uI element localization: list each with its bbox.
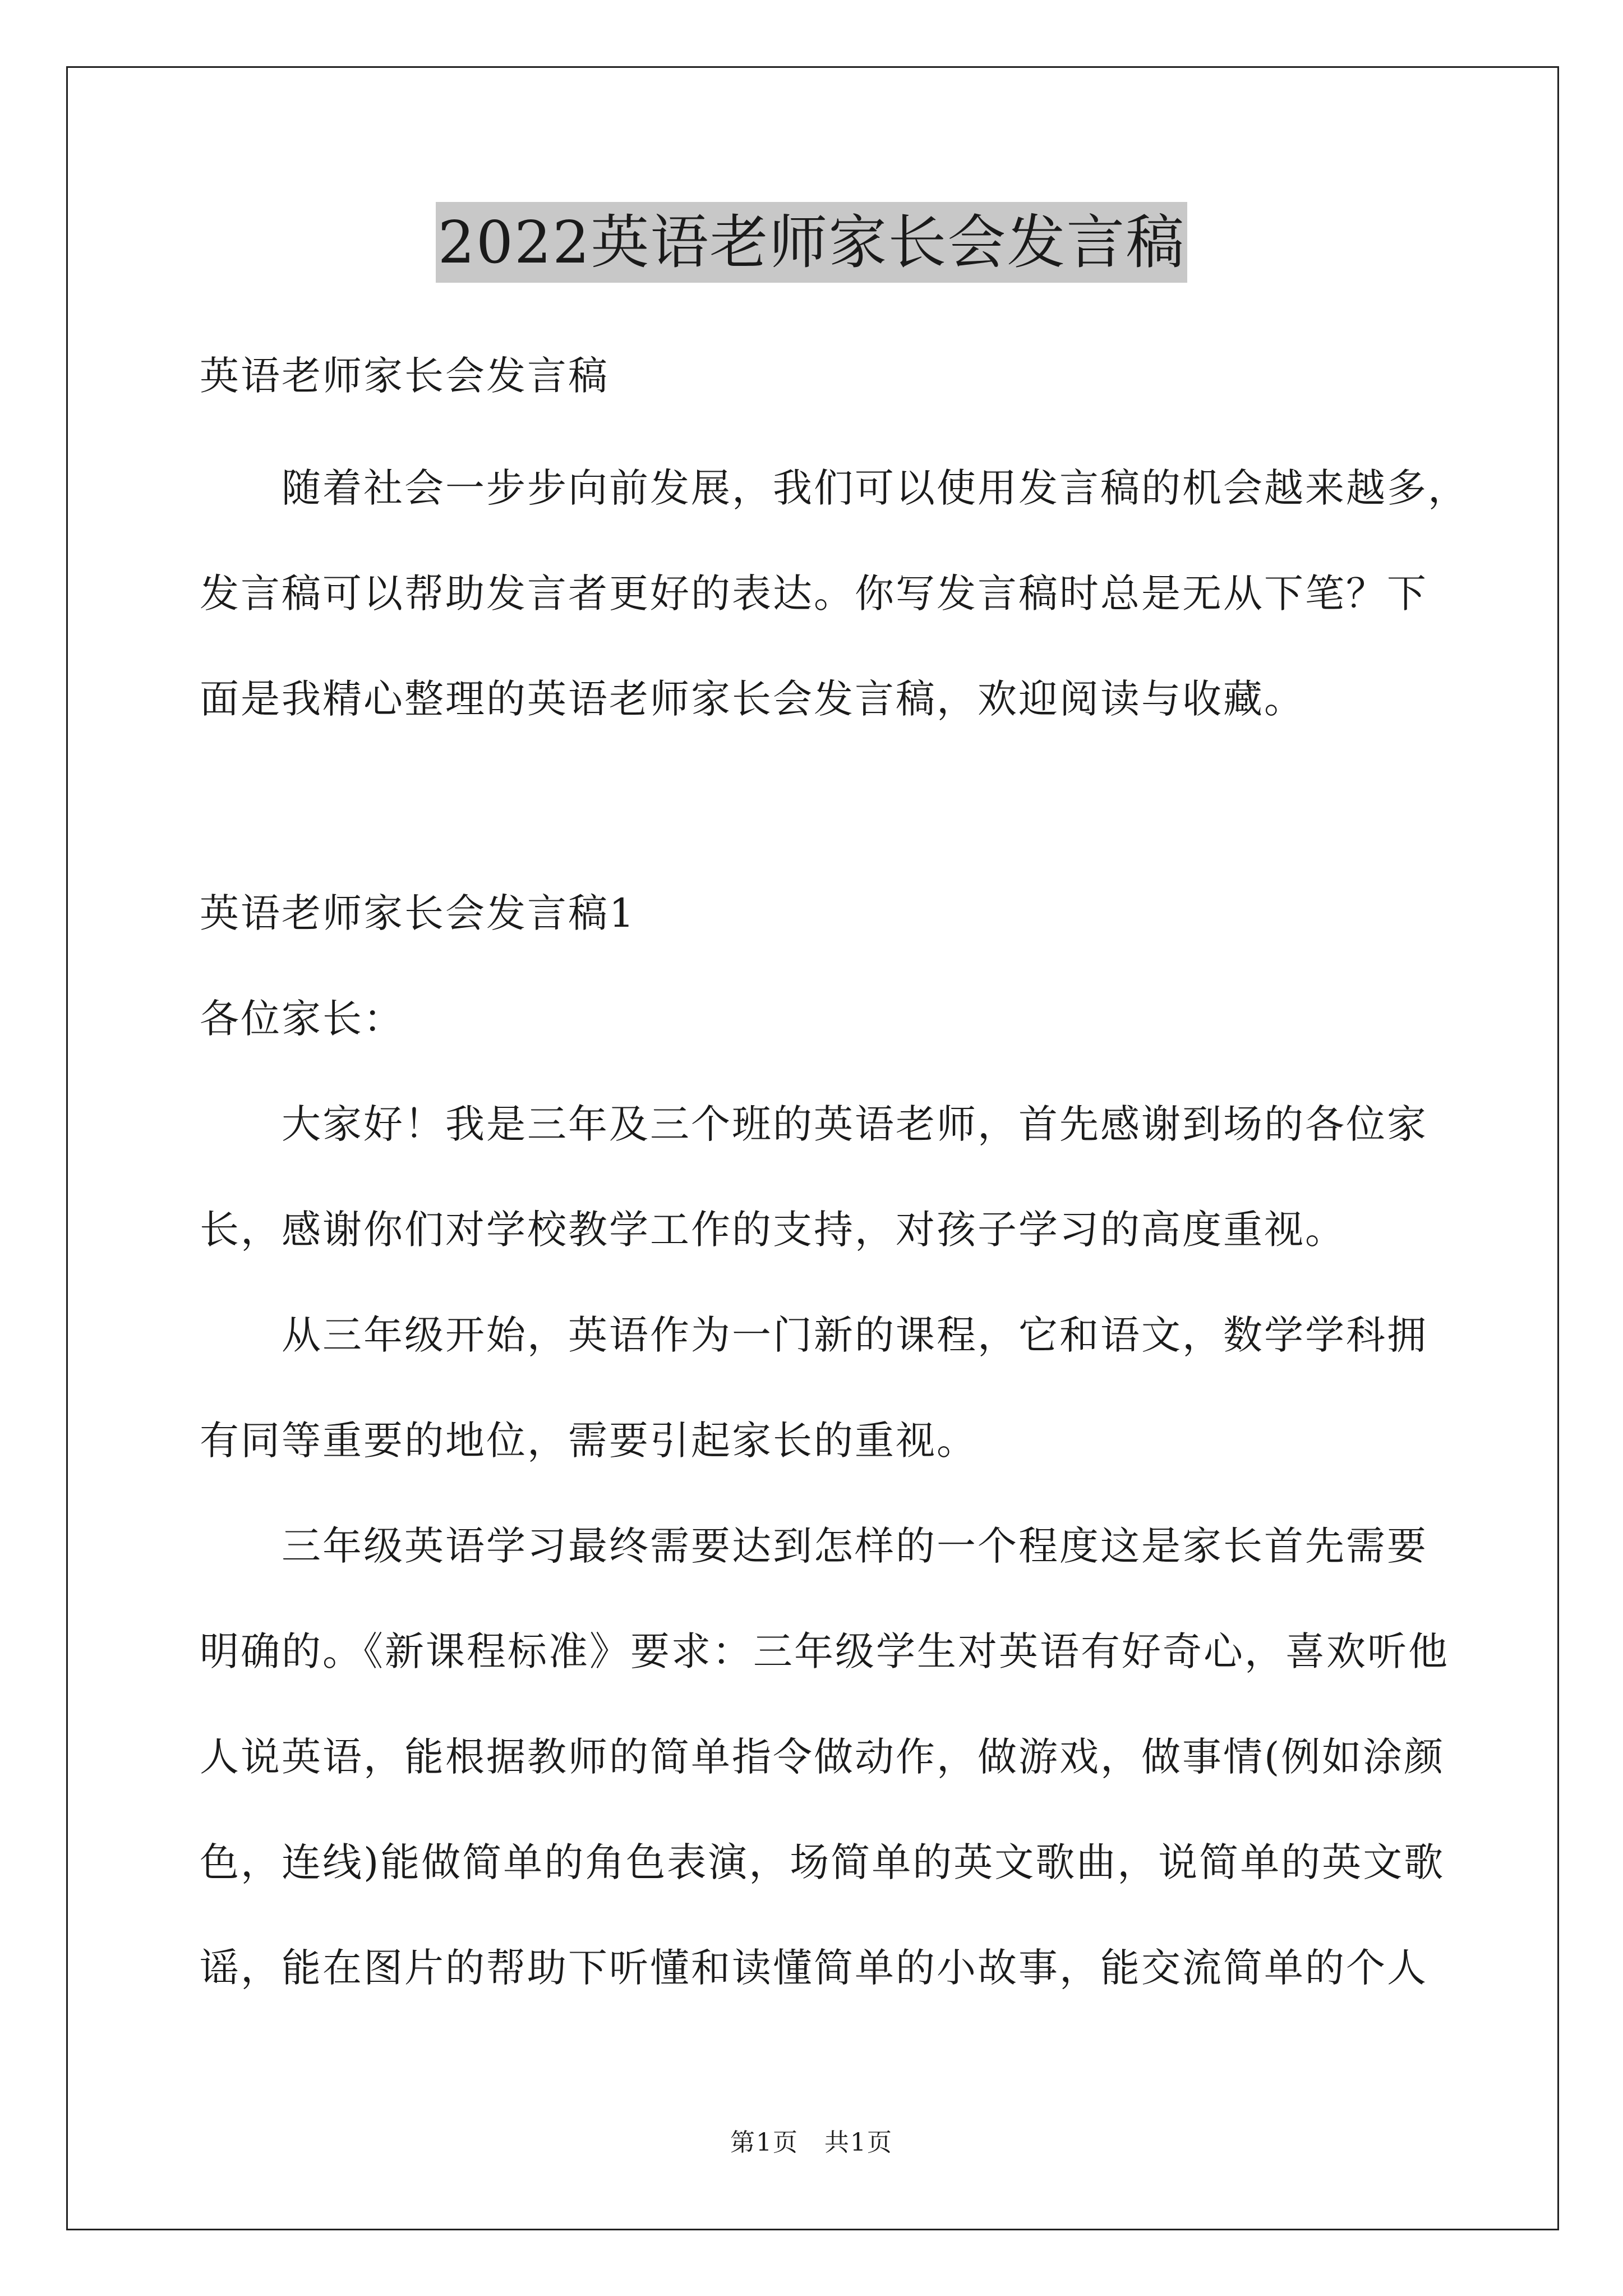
title-container	[0, 202, 1623, 283]
paragraph-line: 大家好！我是三年及三个班的英语老师，首先感谢到场的各位家	[282, 1101, 1428, 1147]
document-title: 2022英语老师家长会发言稿	[436, 202, 1188, 283]
paragraph-line: 发言稿可以帮助发言者更好的表达。你写发言稿时总是无从下笔？下	[200, 570, 1428, 616]
paragraph-line: 有同等重要的地位，需要引起家长的重视。	[200, 1418, 978, 1464]
section-heading: 英语老师家长会发言稿1	[200, 890, 636, 936]
paragraph-line: 面是我精心整理的英语老师家长会发言稿，欢迎阅读与收藏。	[200, 676, 1305, 722]
paragraph-line: 从三年级开始，英语作为一门新的课程，它和语文，数学学科拥	[282, 1312, 1428, 1358]
page-number-footer: 第1页 共1页	[730, 2128, 893, 2157]
paragraph-line: 长，感谢你们对学校教学工作的支持，对孩子学习的高度重视。	[200, 1207, 1346, 1253]
paragraph-line: 明确的。《新课程标准》要求：三年级学生对英语有好奇心，喜欢听他	[200, 1628, 1449, 1674]
paragraph-line: 三年级英语学习最终需要达到怎样的一个程度这是家长首先需要	[282, 1523, 1428, 1569]
salutation-line: 各位家长：	[200, 996, 404, 1042]
paragraph-line: 人说英语，能根据教师的简单指令做动作，做游戏，做事情(例如涂颜	[200, 1734, 1445, 1780]
paragraph-line: 谣，能在图片的帮助下听懂和读懂简单的小故事，能交流简单的个人	[200, 1945, 1428, 1991]
paragraph-line: 色，连线)能做简单的角色表演，场简单的英文歌曲，说简单的英文歌	[200, 1839, 1445, 1885]
subtitle-line: 英语老师家长会发言稿	[200, 353, 609, 399]
paragraph-line: 随着社会一步步向前发展，我们可以使用发言稿的机会越来越多，	[282, 465, 1469, 511]
